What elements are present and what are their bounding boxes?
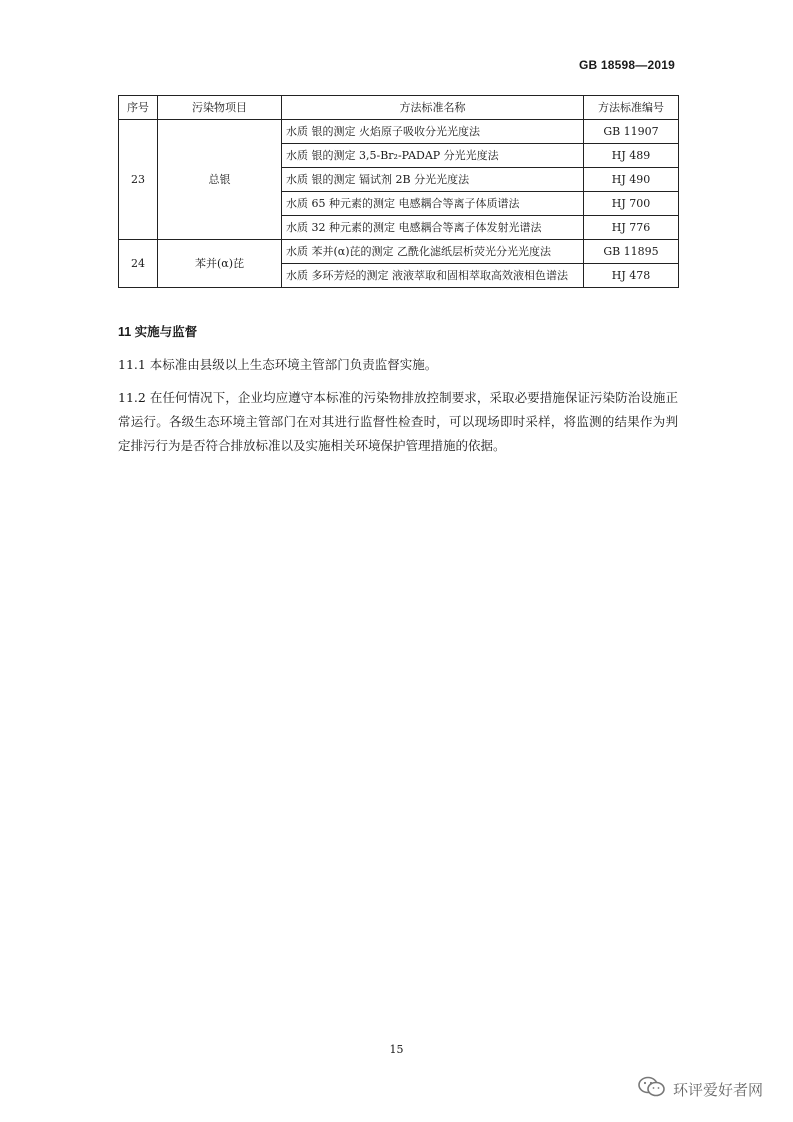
method-table	[118, 95, 679, 288]
col-header-item: 污染物项目	[158, 96, 282, 120]
table-header-row	[119, 96, 679, 120]
method-code: HJ 776	[584, 216, 679, 240]
col-header-method-code: 方法标准编号	[584, 96, 679, 120]
method-code: HJ 490	[584, 168, 679, 192]
method-code: HJ 700	[584, 192, 679, 216]
method-name: 水质 银的测定 3,5-Br₂-PADAP 分光光度法	[282, 144, 584, 168]
method-name: 水质 苯并(α)芘的测定 乙酰化滤纸层析荧光分光光度法	[282, 240, 584, 264]
section-heading: 11 实施与监督	[118, 325, 198, 339]
paragraph-11-2: 11.2 在任何情况下，企业均应遵守本标准的污染物排放控制要求，采取必要措施保证污染防治设施正常运行。各级生态环境主管部门在对其进行监督性检查时，可以现场即时采样，将监测的结果作为判定排污行为是否符合排放标准以及实施相关环境保护管理措施的依据。	[118, 390, 678, 453]
paragraph-11-1: 11.1 本标准由县级以上生态环境主管部门负责监督实施。	[118, 357, 438, 372]
pollutant-item: 苯并(α)芘	[158, 240, 282, 288]
table-row	[119, 240, 679, 264]
wechat-icon	[637, 1075, 667, 1103]
col-header-no: 序号	[119, 96, 158, 120]
row-number: 24	[119, 240, 158, 288]
method-code: HJ 478	[584, 264, 679, 288]
method-code: GB 11895	[584, 240, 679, 264]
pollutant-item: 总银	[158, 120, 282, 240]
standard-code: GB 18598—2019	[579, 58, 675, 72]
method-name: 水质 32 种元素的测定 电感耦合等离子体发射光谱法	[282, 216, 584, 240]
watermark-text: 环评爱好者网	[672, 1080, 763, 1099]
method-name: 水质 多环芳烃的测定 液液萃取和固相萃取高效液相色谱法	[282, 264, 584, 288]
method-code: HJ 489	[584, 144, 679, 168]
method-code: GB 11907	[584, 120, 679, 144]
col-header-method-name: 方法标准名称	[282, 96, 584, 120]
watermark	[637, 1075, 763, 1103]
method-name: 水质 65 种元素的测定 电感耦合等离子体质谱法	[282, 192, 584, 216]
table-row	[119, 120, 679, 144]
method-name: 水质 银的测定 火焰原子吸收分光光度法	[282, 120, 584, 144]
row-number: 23	[119, 120, 158, 240]
page-number: 15	[389, 1043, 404, 1056]
method-name: 水质 银的测定 镉试剂 2B 分光光度法	[282, 168, 584, 192]
